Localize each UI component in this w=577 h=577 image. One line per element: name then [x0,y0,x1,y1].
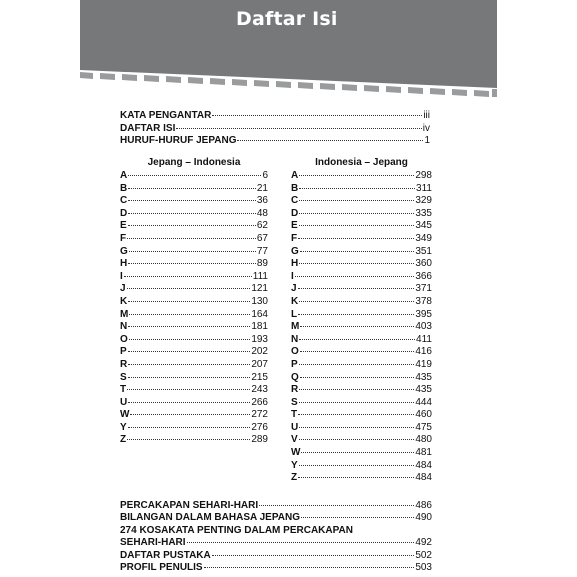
dot-leader [298,477,414,478]
dot-leader [300,351,415,352]
dot-leader [298,314,414,315]
dot-leader [127,439,250,440]
dot-leader [128,200,256,201]
dot-leader [212,115,422,116]
dot-leader [204,567,415,568]
dot-leader [129,314,250,315]
front-matter-label: DAFTAR ISI [120,122,176,134]
left-index-page-number: 276 [251,421,268,433]
dot-leader [128,377,251,378]
right-index-label: V [291,434,298,446]
left-index-page-number: 164 [251,308,268,320]
right-index-page-number: 335 [415,207,432,219]
left-index-row[interactable] [120,195,268,208]
right-index-page-number: 475 [415,421,432,433]
front-matter-label: HURUF-HURUF JEPANG [120,135,237,147]
right-index-label: A [291,170,299,181]
dot-leader [299,439,415,440]
right-index-label: Z [291,472,298,484]
right-index-page-number: 460 [415,409,432,421]
left-index-row[interactable] [120,334,268,347]
right-index-row[interactable] [291,472,432,485]
dot-leader [128,175,261,176]
left-index-row[interactable] [120,309,268,322]
right-index-row[interactable] [291,220,432,233]
back-matter-page-number: 486 [415,500,432,511]
dot-leader [127,238,256,239]
right-index-row[interactable] [291,271,432,284]
dot-leader [128,301,250,302]
right-index-page-number: 416 [415,346,432,358]
back-matter-label: PROFIL PENULIS [120,561,203,573]
left-index-label: S [120,371,127,383]
left-index-page-number: 89 [256,258,268,270]
dot-leader [129,339,251,340]
left-index-row[interactable] [120,384,268,397]
front-matter-label: KATA PENGANTAR [120,110,212,121]
left-index-row[interactable] [120,233,268,246]
left-index-page-number: 67 [256,232,268,244]
dot-leader [299,427,414,428]
left-index-page-number: 6 [262,170,268,181]
left-index-row[interactable] [120,346,268,359]
left-index-row[interactable] [120,434,268,447]
front-matter-page-number: iv [422,122,430,134]
right-index-row[interactable] [291,195,432,208]
left-index-row[interactable] [120,258,268,271]
right-index-row[interactable] [291,170,432,183]
left-index-row[interactable] [120,208,268,221]
right-index-row[interactable] [291,258,432,271]
back-matter-label: DAFTAR PUSTAKA [120,549,211,561]
left-index-page-number: 130 [251,295,268,307]
right-index-label: B [291,182,299,194]
right-index-row[interactable] [291,372,432,385]
right-index-label: W [291,447,301,459]
left-index-label: A [120,170,128,181]
right-index-page-number: 329 [415,195,432,207]
right-index-page-number: 435 [415,371,432,383]
left-index-row[interactable] [120,220,268,233]
front-matter-page-number: 1 [424,135,430,147]
right-index-row[interactable] [291,409,432,422]
dot-leader [187,542,415,543]
left-index-label: W [120,409,130,421]
left-index-page-number: 243 [251,384,268,396]
dot-leader [237,140,423,141]
left-index-page-number: 77 [256,245,268,257]
right-index-page-number: 351 [415,245,432,257]
right-index-label: M [291,321,300,333]
dot-leader [300,377,415,378]
left-index-label: C [120,195,128,207]
left-index-label: U [120,396,128,408]
left-index-row[interactable] [120,296,268,309]
dot-leader [128,402,250,403]
left-index-label: H [120,258,128,270]
back-matter-list [120,500,432,574]
dot-leader [299,339,415,340]
left-index-page-number: 36 [256,195,268,207]
back-matter-row[interactable] [120,562,432,574]
right-index-row[interactable] [291,384,432,397]
right-index-label: D [291,207,299,219]
back-matter-label: SEHARI-HARI [120,537,186,549]
front-matter-list [120,110,430,148]
dot-leader [212,555,415,556]
left-index-label: O [120,333,128,345]
right-index-row[interactable] [291,208,432,221]
dot-leader [299,402,415,403]
right-index-page-number: 298 [415,170,432,181]
right-index-label: O [291,346,299,358]
dot-leader [128,213,256,214]
back-matter-row[interactable] [120,500,432,512]
left-index-label: N [120,321,128,333]
right-index-label: P [291,358,298,370]
left-index-row[interactable] [120,397,268,410]
left-index-page-number: 207 [251,358,268,370]
right-index-label: K [291,295,299,307]
back-matter-page-number: 502 [415,549,432,561]
right-index-page-number: 435 [415,384,432,396]
left-index-page-number: 266 [251,396,268,408]
left-index-label: D [120,207,128,219]
back-matter-row[interactable] [120,537,432,549]
right-index-label: S [291,396,298,408]
right-index-page-number: 360 [415,258,432,270]
left-index-page-number: 48 [256,207,268,219]
right-index-row[interactable] [291,246,432,259]
dot-leader [299,389,414,390]
left-index-row[interactable] [120,170,268,183]
right-index-row[interactable] [291,296,432,309]
dot-leader [299,188,415,189]
left-index-label: G [120,245,128,257]
left-index-row[interactable] [120,283,268,296]
left-index-row[interactable] [120,422,268,435]
dot-leader [176,128,421,129]
right-index-row[interactable] [291,233,432,246]
right-index-row[interactable] [291,422,432,435]
dot-leader [300,251,415,252]
dot-leader [295,276,415,277]
dot-leader [130,414,250,415]
right-index-row[interactable] [291,434,432,447]
back-matter-page-number: 492 [415,537,432,549]
dot-leader [298,414,414,415]
back-matter-label: BILANGAN DALAM BAHASA JEPANG [120,512,300,524]
right-index-page-number: 480 [415,434,432,446]
dot-leader [259,505,414,506]
right-index-label: E [291,220,298,232]
left-index-row[interactable] [120,409,268,422]
left-index-label: I [120,270,123,282]
left-index-label: R [120,358,128,370]
left-index-row[interactable] [120,271,268,284]
right-index-label: H [291,258,299,270]
right-index-label: L [291,308,298,320]
dot-leader [299,200,414,201]
left-index-label: Z [120,434,127,446]
dot-leader [298,288,415,289]
dot-leader [298,238,414,239]
dot-leader [129,251,256,252]
right-index-page-number: 411 [416,333,432,345]
right-index-page-number: 419 [415,358,432,370]
right-index-label: G [291,245,299,257]
right-index-row[interactable] [291,460,432,473]
right-index-row[interactable] [291,359,432,372]
dot-leader [299,225,415,226]
dot-leader [299,175,414,176]
left-index-label: J [120,283,126,295]
left-index-label: B [120,182,128,194]
dot-leader [299,213,414,214]
dot-leader [128,351,251,352]
right-index-label: Y [291,459,298,471]
right-index-label: T [291,409,298,421]
right-index-label: Q [291,371,299,383]
right-index-page-number: 345 [415,220,432,232]
left-index-page-number: 289 [251,434,268,446]
left-index-page-number: 121 [251,283,268,295]
right-index-label: J [291,283,297,295]
right-index-label: N [291,333,299,345]
left-column-heading: Jepang – Indonesia [147,157,241,168]
right-index-row[interactable] [291,447,432,460]
left-index-label: K [120,295,128,307]
right-index-list [291,170,432,485]
dot-leader [127,288,251,289]
right-index-page-number: 444 [415,396,432,408]
back-matter-page-number: 503 [415,561,432,573]
left-index-page-number: 62 [256,220,268,232]
left-index-label: F [120,232,127,244]
page-title: Daftar Isi [236,8,338,30]
right-index-page-number: 484 [415,472,432,484]
left-index-label: P [120,346,127,358]
dot-leader [301,517,414,518]
dot-leader [299,465,415,466]
left-index-page-number: 272 [251,409,268,421]
right-index-page-number: 395 [415,308,432,320]
right-column-heading: Indonesia – Jepang [315,157,408,168]
right-index-row[interactable] [291,183,432,196]
back-matter-row[interactable] [120,512,432,524]
dot-leader [301,452,414,453]
front-matter-row[interactable] [120,135,430,148]
back-matter-page-number: 490 [415,512,432,524]
left-index-row[interactable] [120,372,268,385]
right-index-row[interactable] [291,346,432,359]
left-index-page-number: 21 [256,182,268,194]
left-index-row[interactable] [120,359,268,372]
left-index-row[interactable] [120,321,268,334]
right-index-row[interactable] [291,309,432,322]
dot-leader [128,364,250,365]
back-matter-row[interactable] [120,550,432,562]
left-index-row[interactable] [120,246,268,259]
right-index-page-number: 481 [415,447,432,459]
back-matter-row[interactable] [120,525,432,537]
left-index-list [120,170,268,447]
back-matter-label: PERCAKAPAN SEHARI-HARI [120,500,259,511]
left-index-label: T [120,384,127,396]
dot-leader [128,427,251,428]
dot-leader [299,263,414,264]
right-index-page-number: 349 [415,232,432,244]
left-index-page-number: 193 [251,333,268,345]
dot-leader [300,326,414,327]
dot-leader [299,364,415,365]
right-index-row[interactable] [291,397,432,410]
dot-leader [128,225,256,226]
front-matter-page-number: iii [423,110,430,121]
back-matter-label: 274 KOSAKATA PENTING DALAM PERCAKAPAN [120,524,353,536]
dot-leader [128,188,256,189]
left-index-page-number: 181 [251,321,268,333]
right-index-page-number: 311 [416,182,432,194]
right-index-label: F [291,232,298,244]
left-index-label: M [120,308,129,320]
right-index-label: I [291,270,294,282]
right-index-label: C [291,195,299,207]
left-index-page-number: 111 [252,270,268,282]
left-index-label: Y [120,421,127,433]
right-index-page-number: 403 [415,321,432,333]
left-index-label: E [120,220,127,232]
dot-leader [128,263,256,264]
dot-leader [127,389,250,390]
right-index-page-number: 378 [415,295,432,307]
dot-leader [128,326,250,327]
right-index-page-number: 371 [415,283,432,295]
right-index-row[interactable] [291,283,432,296]
front-matter-row[interactable] [120,123,430,136]
right-index-row[interactable] [291,334,432,347]
right-index-label: U [291,421,299,433]
right-index-label: R [291,384,299,396]
right-index-page-number: 484 [415,459,432,471]
left-index-row[interactable] [120,183,268,196]
right-index-row[interactable] [291,321,432,334]
right-index-page-number: 366 [415,270,432,282]
dot-leader [299,301,414,302]
left-index-page-number: 202 [251,346,268,358]
dot-leader [124,276,252,277]
left-index-page-number: 215 [251,371,268,383]
front-matter-row[interactable] [120,110,430,123]
